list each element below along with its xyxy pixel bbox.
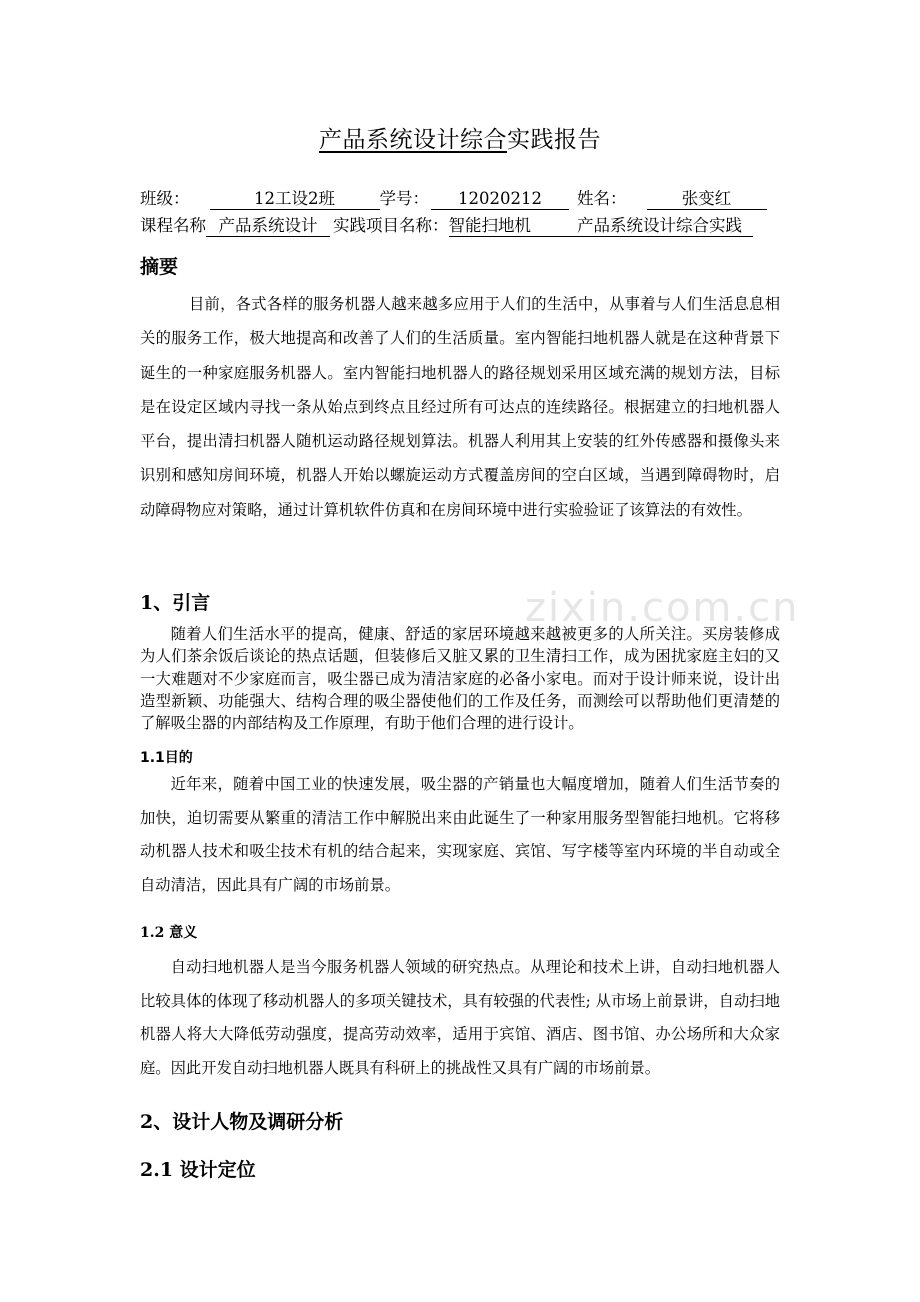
- title-underlined: 产品系统设计综合: [319, 127, 507, 153]
- section1-1-heading: 1.1目的: [140, 750, 193, 766]
- class-label: 班级：: [140, 189, 190, 208]
- project-label: 实践项目名称：: [333, 216, 449, 235]
- name-value: 张变红: [647, 189, 767, 210]
- course-info-row: [140, 215, 753, 237]
- abstract-paragraph: 目前，各式各样的服务机器人越来越多应用于人们的生活中，从事着与人们生活息息相关的服务工作，极大地提高和改善了人们的生活质量。室内智能扫地机器人就是在这种背景下诞生的一种家庭服务机器人。室内智能扫地机器人的路径规划采用区域充满的规划方法，目标是在设定区域内寻找一条从始点到终点且经过所有可达点的连续路径。根据建立的扫地机器人平台，提出清扫机器人随机运动路径规划算法。机器人利用其上安装的红外传感器和摄像头来识别和感知房间环境，机器人开始以螺旋运动方式覆盖房间的空白区域，当遇到障碍物时，启动障碍物应对策略，通过计算机软件仿真和在房间环境中进行实验验证了该算法的有效性。: [140, 295, 780, 519]
- page-title: [0, 121, 920, 154]
- title-rest: 实践报告: [507, 127, 601, 153]
- section2-1-heading: 2.1 设计定位: [140, 1159, 256, 1181]
- watermark-text: zixin.com.cn: [525, 585, 800, 631]
- course-label: 课程名称: [140, 216, 206, 235]
- project-value-1: 智能扫地机: [449, 216, 567, 237]
- section1-heading: 1、引言: [140, 592, 211, 614]
- abstract-heading: 摘要: [140, 256, 179, 278]
- name-label: 姓名：: [577, 189, 627, 208]
- section1-2-paragraph: 自动扫地机器人是当今服务机器人领域的研究热点。从理论和技术上讲，自动扫地机器人比较具体的体现了移动机器人的多项关键技术，具有较强的代表性; 从市场上前景讲，自动扫地机器人将大大降低劳动强度，提高劳动效率，适用于宾馆、酒店、图书馆、办公场所和大众家庭。因此开发自动扫地机器人既具有科研上的挑战性又具有广阔的市场前景。: [140, 958, 780, 1077]
- project-value-2: 产品系统设计综合实践: [567, 216, 753, 237]
- class-value: 12工设2班: [210, 189, 380, 210]
- section2-heading: 2、设计人物及调研分析: [140, 1111, 344, 1133]
- id-label: 学号：: [379, 189, 429, 208]
- section1-1-paragraph: 近年来，随着中国工业的快速发展，吸尘器的产销量也大幅度增加，随着人们生活节奏的加快，迫切需要从繁重的清洁工作中解脱出来由此诞生了一种家用服务型智能扫地机。它将移动机器人技术和吸尘技术有机的结合起来，实现家庭、宾馆、写字楼等室内环境的半自动或全自动清洁，因此具有广阔的市场前景。: [140, 775, 780, 894]
- id-value: 12020212: [431, 189, 569, 210]
- student-info-row: [140, 188, 767, 210]
- course-value: 产品系统设计: [206, 216, 330, 237]
- section1-2-heading: 1.2 意义: [140, 925, 198, 941]
- section1-paragraph: 随着人们生活水平的提高，健康、舒适的家居环境越来越被更多的人所关注。买房装修成为人们茶余饭后谈论的热点话题，但装修后又脏又累的卫生清扫工作，成为困扰家庭主妇的又一大难题对不少家庭而言，吸尘器已成为清洁家庭的必备小家电。而对于设计师来说，设计出造型新颖、功能强大、结构合理的吸尘器使他们的工作及任务，而测绘可以帮助他们更清楚的了解吸尘器的内部结构及工作原理，有助于他们合理的进行设计。: [140, 625, 780, 733]
